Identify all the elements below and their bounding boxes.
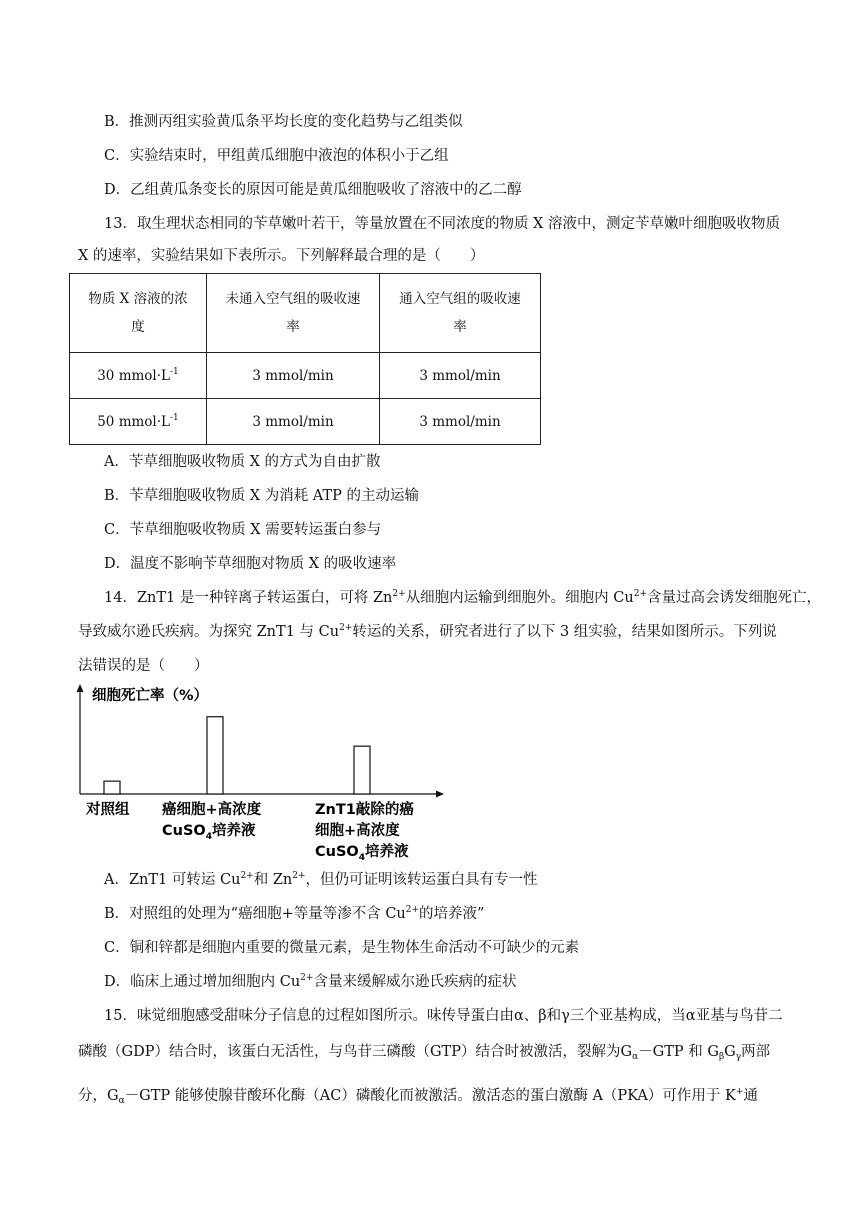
q13-stem-line1: 13．取生理状态相同的苄草嫩叶若干，等量放置在不同浓度的物质 X 溶液中，测定苄草嫩叶细胞吸收物质: [104, 216, 780, 232]
q13-table: [69, 273, 541, 445]
q13-option-b: B．苄草细胞吸收物质 X 为消耗 ATP 的主动运输: [104, 488, 420, 504]
category-label-knockout: ZnT1敲除的癌: [315, 802, 414, 818]
table-row: [70, 353, 541, 399]
table-cell: 50 $mmol\cdot L^{-1}$: [70, 399, 207, 445]
table-header-cell: 未通入空气组的吸收速 率: [207, 274, 380, 353]
y-axis-arrow-icon: [77, 684, 84, 692]
table-cell: 3 mmol/min: [207, 399, 380, 445]
table-header-cell: 通入空气组的吸收速 率: [380, 274, 541, 353]
q13-option-c: C．苄草细胞吸收物质 X 需要转运蛋白参与: [104, 522, 382, 538]
q14-stem-line2: 导致威尔逊氏疾病。为探究 ZnT1 与 $Cu^{2+}$转运的关系，研究者进行了以下 3 组实验，结果如图所示。下列说: [78, 623, 777, 640]
q13-option-a: A．苄草细胞吸收物质 X 的方式为自由扩散: [104, 454, 381, 470]
q15-stem-line3: 分，$G_\alpha-GTP$ 能够使腺苷酸环化酶（AC）磷酸化而被激活。激活态的蛋白激酶 A（PKA）可作用于 K+通: [78, 1087, 758, 1106]
category-label-control: 对照组: [86, 802, 130, 818]
category-label-cancer-cell-medium: CuSO$_4$培养液: [162, 823, 256, 842]
table-cell: 3 mmol/min: [380, 353, 541, 399]
q15-stem-line2: 磷酸（GDP）结合时，该蛋白无活性，与鸟苷三磷酸（GTP）结合时被激活，裂解为$G_\alpha-GTP$ 和 $G_\beta G_\gamma$两部: [78, 1044, 771, 1062]
category-label-knockout-medium: CuSO$_4$培养液: [315, 844, 409, 863]
category-label-knockout-line2: 细胞+高浓度: [315, 823, 400, 839]
q14-option-a: A．ZnT1 可转运 $Cu^{2+}$和 $Zn^{2+}$，但仍可证明该转运蛋白具有专一性: [104, 871, 538, 888]
q14-option-b: B．对照组的处理为“癌细胞+等量等渗不含 $Cu^{2+}$的培养液”: [104, 905, 485, 922]
bar-1: [207, 717, 223, 794]
x-axis-arrow-icon: [436, 791, 444, 798]
q14-option-c: C．铜和锌都是细胞内重要的微量元素，是生物体生命活动不可缺少的元素: [104, 940, 580, 956]
q15-stem-line1: 15．味觉细胞感受甜味分子信息的过程如图所示。味传导蛋白由α、β和γ三个亚基构成，当α亚基与鸟苷二: [104, 1008, 783, 1024]
table-cell: 30 $mmol\cdot L^{-1}$: [70, 353, 207, 399]
q12-option-c: C．实验结束时，甲组黄瓜细胞中液泡的体积小于乙组: [104, 148, 449, 164]
q14-stem-line1: 14．ZnT1 是一种锌离子转运蛋白，可将 $Zn^{2+}$从细胞内运输到细胞外。细胞内 $Cu^{2+}$含量过高会诱发细胞死亡，: [104, 589, 822, 606]
q14-stem-line3: 法错误的是（ ）: [78, 658, 209, 674]
q14-option-d: D．临床上通过增加细胞内 $Cu^{2+}$含量来缓解威尔逊氏疾病的症状: [104, 973, 517, 990]
cell-death-bar-chart: [62, 680, 462, 870]
bar-2: [354, 746, 370, 794]
table-cell: 3 mmol/min: [207, 353, 380, 399]
category-label-cancer-cell: 癌细胞+高浓度: [162, 802, 262, 818]
q12-option-d: D．乙组黄瓜条变长的原因可能是黄瓜细胞吸收了溶液中的乙二醇: [104, 182, 522, 198]
table-header-cell: 物质 X 溶液的浓 度: [70, 274, 207, 353]
chart-ylabel: 细胞死亡率（%）: [92, 688, 209, 704]
q12-option-b: B．推测丙组实验黄瓜条平均长度的变化趋势与乙组类似: [104, 114, 463, 130]
table-cell: 3 mmol/min: [380, 399, 541, 445]
q13-stem-line2: X 的速率，实验结果如下表所示。下列解释最合理的是（ ）: [78, 248, 485, 264]
table-header-row: [70, 274, 541, 353]
table-row: [70, 399, 541, 445]
q13-option-d: D．温度不影响苄草细胞对物质 X 的吸收速率: [104, 556, 397, 572]
bar-0: [104, 781, 120, 794]
